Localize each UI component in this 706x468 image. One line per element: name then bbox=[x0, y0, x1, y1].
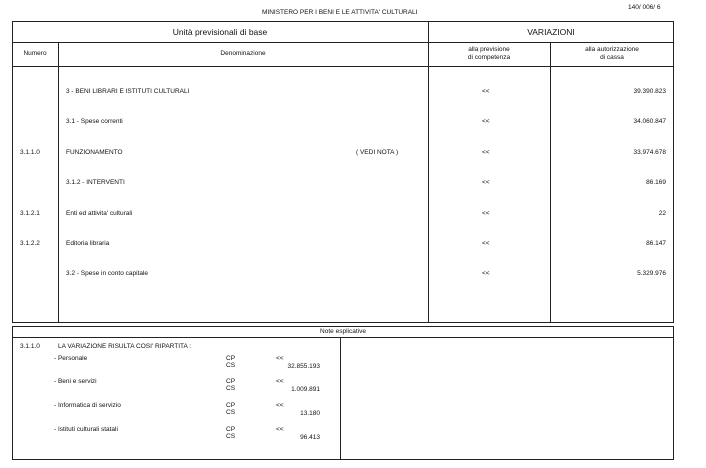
page-code: 140/ 006/ 6 bbox=[628, 4, 661, 11]
cassa-header-line1: alla autorizzazione bbox=[585, 46, 639, 53]
row-denominazione: 3.1.2 - INTERVENTI bbox=[66, 179, 125, 186]
note-cp-value: << bbox=[276, 378, 284, 385]
row-cassa: 22 bbox=[658, 210, 666, 217]
notes-numero: 3.1.1.0 bbox=[20, 343, 40, 350]
competenza-header-line1: alla previsione bbox=[468, 46, 510, 53]
row-cassa: 39.390.823 bbox=[633, 88, 666, 95]
note-cp-label: CP bbox=[226, 426, 236, 433]
ministry-title: MINISTERO PER I BENI E LE ATTIVITA' CULTURALI bbox=[262, 9, 418, 16]
row-cassa: 34.060.847 bbox=[633, 118, 666, 125]
note-cp-value: << bbox=[276, 402, 284, 409]
notes-title: Note esplicative bbox=[320, 328, 366, 335]
row-competenza: << bbox=[482, 149, 490, 156]
note-label: - Personale bbox=[54, 355, 88, 362]
note-cp-label: CP bbox=[226, 378, 236, 385]
note-cs-label: CS bbox=[226, 385, 236, 392]
numero-header: Numero bbox=[23, 50, 47, 57]
note-cs-value: 32.855.193 bbox=[287, 363, 320, 370]
row-denominazione: 3 - BENI LIBRARI E ISTITUTI CULTURALI bbox=[66, 88, 190, 95]
row-denominazione: FUNZIONAMENTO bbox=[66, 149, 123, 156]
note-cp-label: CP bbox=[226, 355, 236, 362]
notes-intro: LA VARIAZIONE RISULTA COSI' RIPARTITA : bbox=[58, 343, 192, 350]
note-cs-value: 1.009.891 bbox=[291, 386, 320, 393]
note-label: - Beni e servizi bbox=[54, 378, 97, 385]
row-cassa: 5.329.976 bbox=[637, 270, 666, 277]
row-denominazione: Enti ed attivita' culturali bbox=[66, 210, 133, 217]
row-denominazione: Editoria libraria bbox=[66, 240, 110, 247]
variazioni-header: VARIAZIONI bbox=[527, 27, 575, 37]
row-cassa: 86.147 bbox=[646, 240, 666, 247]
row-numero: 3.1.1.0 bbox=[20, 149, 40, 156]
denominazione-header: Denominazione bbox=[220, 50, 266, 57]
row-numero: 3.1.2.2 bbox=[20, 240, 40, 247]
row-denominazione: 3.1 - Spese correnti bbox=[66, 118, 123, 125]
row-cassa: 33.974.678 bbox=[633, 149, 666, 156]
row-cassa: 86.169 bbox=[646, 179, 666, 186]
unita-header: Unità previsionali di base bbox=[172, 27, 268, 37]
note-cp-label: CP bbox=[226, 402, 236, 409]
row-numero: 3.1.2.1 bbox=[20, 210, 40, 217]
note-label: - Informatica di servizio bbox=[54, 402, 121, 409]
row-denominazione: 3.2 - Spese in conto capitale bbox=[66, 270, 149, 277]
row-competenza: << bbox=[482, 118, 490, 125]
note-cs-value: 13.180 bbox=[300, 410, 320, 417]
note-cp-value: << bbox=[276, 355, 284, 362]
note-cp-value: << bbox=[276, 426, 284, 433]
note-cs-label: CS bbox=[226, 362, 236, 369]
note-label: - Istituti culturali statali bbox=[54, 426, 118, 433]
note-cs-value: 96.413 bbox=[300, 434, 320, 441]
row-competenza: << bbox=[482, 88, 490, 95]
row-competenza: << bbox=[482, 240, 490, 247]
note-cs-label: CS bbox=[226, 409, 236, 416]
row-competenza: << bbox=[482, 210, 490, 217]
row-nota: ( VEDI NOTA ) bbox=[356, 149, 399, 156]
row-competenza: << bbox=[482, 179, 490, 186]
row-competenza: << bbox=[482, 270, 490, 277]
cassa-header-line2: di cassa bbox=[600, 54, 624, 61]
competenza-header-line2: di competenza bbox=[467, 54, 511, 61]
note-cs-label: CS bbox=[226, 433, 236, 440]
